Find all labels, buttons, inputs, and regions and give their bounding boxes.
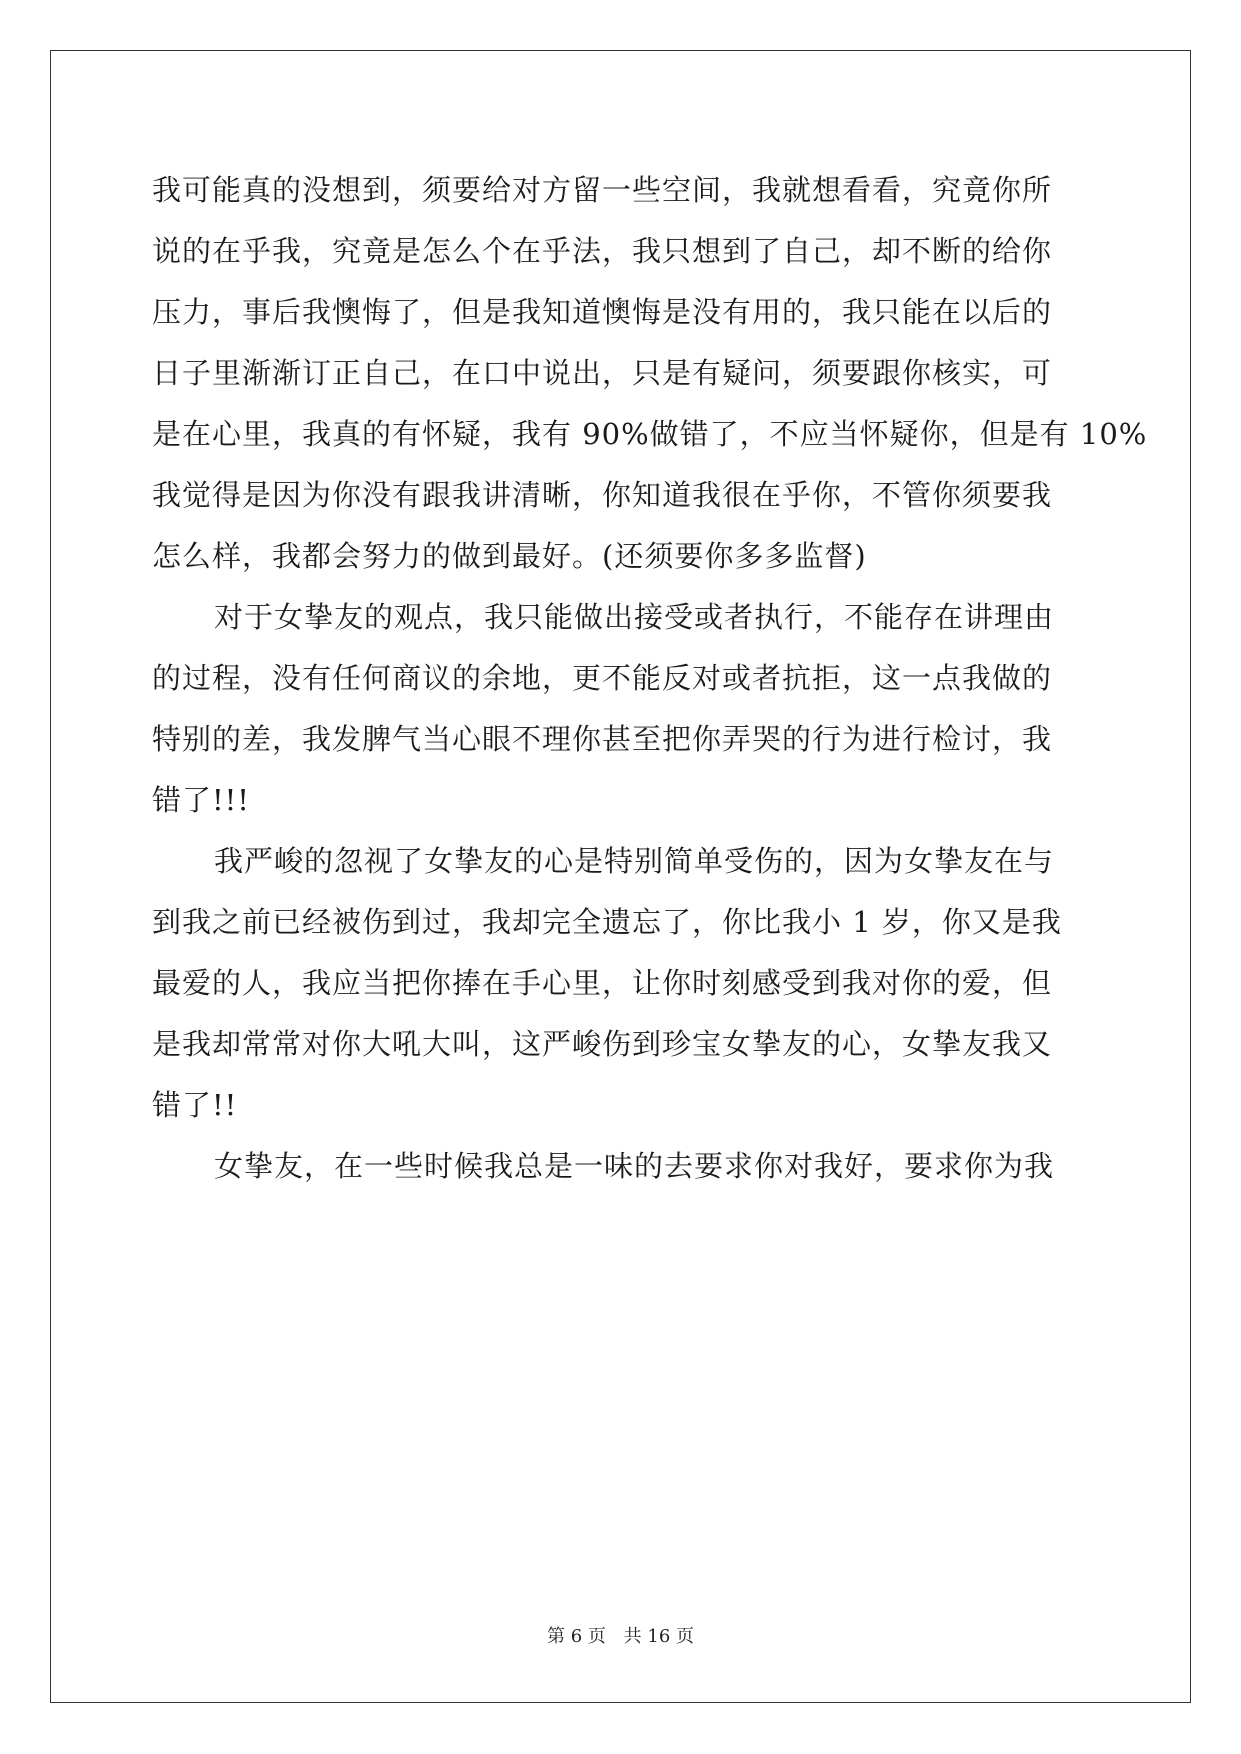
paragraph-4 (152, 1136, 1092, 1197)
text-line: 我严峻的忽视了女挚友的心是特别简单受伤的，因为女挚友在与 (214, 844, 1055, 878)
text-line: 我觉得是因为你没有跟我讲清晰，你知道我很在乎你，不管你须要我 (152, 478, 1053, 512)
text-line: 错了!!! (152, 783, 250, 817)
text-line: 的过程，没有任何商议的余地，更不能反对或者抗拒，这一点我做的 (152, 661, 1053, 695)
page-total: 共 16 页 (623, 1626, 694, 1647)
text-line: 日子里渐渐订正自己，在口中说出，只是有疑问，须要跟你核实，可 (152, 356, 1053, 390)
paragraph-2 (152, 587, 1092, 831)
text-line: 女挚友，在一些时候我总是一味的去要求你对我好，要求你为我 (214, 1149, 1055, 1183)
page-footer (0, 1622, 1241, 1648)
text-line: 说的在乎我，究竟是怎么个在乎法，我只想到了自己，却不断的给你 (152, 234, 1053, 268)
text-line: 特别的差，我发脾气当心眼不理你甚至把你弄哭的行为进行检讨，我 (152, 722, 1053, 756)
text-line: 压力，事后我懊悔了，但是我知道懊悔是没有用的，我只能在以后的 (152, 295, 1053, 329)
document-body (152, 160, 1148, 1197)
paragraph-1 (152, 160, 1148, 587)
paragraph-3 (152, 831, 1092, 1136)
text-line: 是在心里，我真的有怀疑，我有 90%做错了，不应当怀疑你，但是有 10% (152, 417, 1148, 451)
text-line: 是我却常常对你大吼大叫，这严峻伤到珍宝女挚友的心，女挚友我又 (152, 1027, 1053, 1061)
text-line: 最爱的人，我应当把你捧在手心里，让你时刻感受到我对你的爱，但 (152, 966, 1053, 1000)
text-line: 我可能真的没想到，须要给对方留一些空间，我就想看看，究竟你所 (152, 173, 1053, 207)
page-number: 第 6 页 (547, 1626, 606, 1647)
text-line: 错了!! (152, 1088, 238, 1122)
text-line: 对于女挚友的观点，我只能做出接受或者执行，不能存在讲理由 (214, 600, 1055, 634)
text-line: 怎么样，我都会努力的做到最好。(还须要你多多监督) (152, 539, 867, 573)
text-line: 到我之前已经被伤到过，我却完全遗忘了，你比我小 1 岁，你又是我 (152, 905, 1062, 939)
